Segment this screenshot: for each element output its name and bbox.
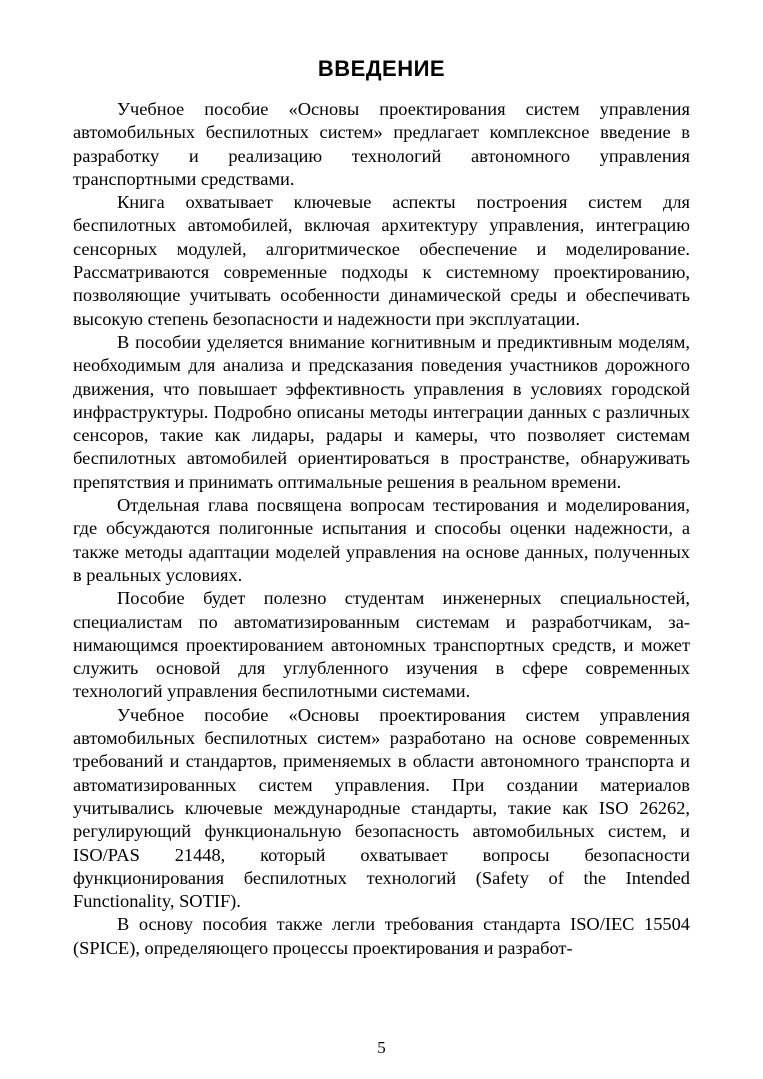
paragraph-6: Учебное пособие «Основы проектирования систем управления автомобильных беспилотных систем» разработано на основе современных требований и стандартов, применяемых в области автономного транспорта и автоматизированных систем управления. При создании материалов учитывались ключевые международные стандарты, такие как ISO 26262, регулирующий функциональную безопасность автомобильных систем, и ISO/PAS 21448, который охватывает вопросы безопасности функционирования беспилотных технологий (Safety of the Intended Functionality, SOTIF). (73, 704, 690, 912)
paragraph-2: Книга охватывает ключевые аспекты построения систем для беспилотных автомобилей, включая архитектуру управления, интеграцию сенсорных модулей, алгоритмическое обеспечение и моделирование. Рассматриваются современные подходы к системному проектированию, позволяющие учитывать особенности динамической среды и обеспечивать высокую степень безопасности и надежности при эксплуатации. (73, 192, 690, 329)
paragraph-3: В пособии уделяется внимание когнитивным и предиктивным моделям, необходимым для анализа и предсказания поведения участников дорожного движения, что повышает эффективность управления в условиях городской инфраструктуры. Подробно описаны методы интеграции данных с различных сенсоров, такие как лидары, радары и камеры, что позволяет системам беспилотных автомобилей ориентироваться в пространстве, обнаруживать препятствия и принимать оптимальные решения в реальном времени. (73, 331, 690, 492)
page-number: 5 (377, 1038, 386, 1057)
paragraph-5: Пособие будет полезно студентам инженерных специальностей, специалистам по автоматизированным системам и разработчикам, занимающимся проектированием автономных транспортных средств, и может служить основой для углубленного изучения в сфере современных технологий управления беспилотными системами. (73, 588, 690, 702)
paragraph-7: В основу пособия также легли требования стандарта ISO/IEC 15504 (SPICE), определяющего процессы проектирования и разработ- (73, 914, 690, 958)
body-text (73, 98, 690, 960)
page-title: ВВЕДЕНИЕ (317, 56, 446, 81)
paragraph-1: Учебное пособие «Основы проектирования систем управления автомобильных беспилотных систем» предлагает комплексное введение в разработку и реализацию технологий автономного управления транспортными средствами. (73, 99, 690, 189)
paragraph-4: Отдельная глава посвящена вопросам тестирования и моделирования, где обсуждаются полигонные испытания и способы оценки надежности, а также методы адаптации моделей управления на основе данных, полученных в реальных условиях. (73, 495, 690, 585)
